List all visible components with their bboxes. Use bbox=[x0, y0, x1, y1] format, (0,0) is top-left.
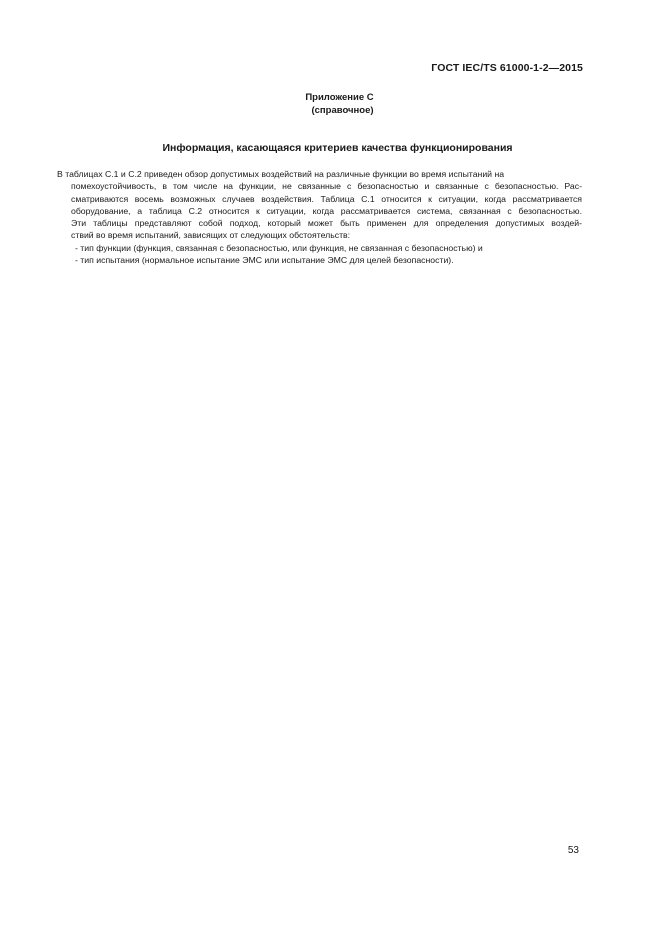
body-line: сматриваются восемь возможных случаев воздействия. Таблица С.1 относится к ситуации, когда рассматривается bbox=[71, 193, 582, 204]
body-line: ствий во время испытаний, зависящих от следующих обстоятельств: bbox=[71, 230, 351, 241]
list-item: - тип функции (функция, связанная с безопасностью, или функция, не связанная с безопасностью) и bbox=[75, 242, 483, 253]
body-line: оборудование, а таблица С.2 относится к ситуации, когда рассматривается система, связанная с безопасностью. bbox=[71, 205, 582, 216]
body-line-text: В таблицах С.1 и С.2 приведен обзор допустимых воздействий на различные функции во время испытаний на bbox=[57, 169, 505, 179]
page-number: 53 bbox=[567, 845, 579, 856]
body-text bbox=[57, 168, 582, 266]
document-code: ГОСТ IEC/TS 61000-1-2—2015 bbox=[431, 62, 583, 74]
body-line: помехоустойчивость, в том числе на функции, не связанные с безопасностью и связанные с безопасностью. Рас- bbox=[71, 181, 582, 192]
list-item: - тип испытания (нормальное испытание ЭМС или испытание ЭМС для целей безопасности). bbox=[75, 255, 454, 266]
body-paragraph bbox=[57, 168, 582, 242]
annex-title: Приложение С bbox=[305, 92, 374, 103]
section-heading: Информация, касающаяся критериев качества функционирования bbox=[162, 142, 513, 154]
annex-block bbox=[0, 91, 661, 117]
annex-note: (справочное) bbox=[311, 105, 374, 116]
body-line bbox=[57, 168, 564, 180]
body-line: Эти таблицы представляют собой подход, который может быть применен для определения допустимых воздей- bbox=[71, 218, 582, 229]
